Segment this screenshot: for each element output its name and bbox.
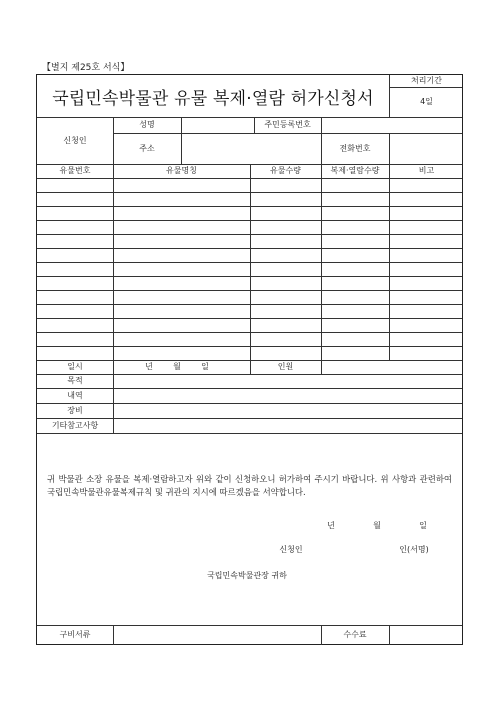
seal-signature-label: 인(서명) [399, 545, 429, 554]
content-label: 내역 [67, 390, 83, 400]
table-row [37, 346, 462, 347]
day-label: 일 [201, 362, 209, 371]
sign-year-label: 년 [327, 521, 335, 530]
table-row [37, 262, 462, 263]
table-row [37, 206, 462, 207]
other-notes-label: 기타참고사항 [51, 420, 99, 430]
divider [389, 133, 390, 164]
address-label: 주소 [139, 143, 155, 153]
table-header-cell: 비고 [418, 166, 435, 175]
personnel-label: 인원 [277, 362, 294, 371]
table-row [37, 290, 462, 291]
year-label: 년 [145, 362, 153, 371]
month-label: 월 [173, 362, 181, 371]
table-row [37, 276, 462, 277]
table-row [37, 332, 462, 333]
application-form [36, 74, 463, 645]
resident-number-label: 주민등록번호 [264, 120, 311, 129]
pledge-statement: 귀 박물관 소장 유물을 복제·열람하고자 위와 같이 신청하오니 허가하여 주시기 바랍니다. 위 사항과 관련하여 국립민속박물관유물복제규칙 및 귀관의 지시에 따르겠음을 서약합니다. [47, 474, 452, 497]
table-row [37, 220, 462, 221]
table-row [37, 304, 462, 305]
table-header-cell: 복제·열람수량 [330, 166, 380, 175]
divider [37, 178, 462, 179]
table-row [37, 234, 462, 235]
signer-label: 신청인 [279, 545, 303, 554]
datetime-label: 일시 [67, 362, 83, 371]
table-header-cell: 유물번호 [59, 166, 91, 175]
divider [113, 360, 114, 433]
name-label: 성명 [139, 120, 155, 129]
divider [37, 433, 462, 434]
form-number-label: 【별지 제25호 서식】 [42, 63, 130, 73]
purpose-label: 목적 [67, 376, 83, 385]
table-row [37, 192, 462, 193]
processing-period-value: 4일 [420, 97, 433, 106]
table-row [37, 318, 462, 319]
table-header-cell: 유물명칭 [166, 166, 197, 175]
applicant-label: 신청인 [63, 135, 87, 145]
table-header-cell: 유물수량 [270, 166, 301, 175]
phone-label: 전화번호 [339, 143, 371, 153]
sign-day-label: 일 [419, 521, 427, 530]
required-documents-label: 구비서류 [59, 630, 91, 639]
form-title: 국립민속박물관 유물 복제·열람 허가신청서 [52, 88, 374, 109]
divider [321, 360, 322, 374]
divider [181, 117, 182, 164]
processing-period-label: 처리기간 [411, 76, 442, 85]
sign-month-label: 월 [373, 521, 381, 530]
equipment-label: 장비 [67, 405, 83, 415]
divider [389, 625, 390, 645]
addressee: 국립민속박물관장 귀하 [207, 571, 287, 580]
divider [113, 625, 114, 645]
table-row [37, 248, 462, 249]
fee-label: 수수료 [343, 630, 367, 639]
